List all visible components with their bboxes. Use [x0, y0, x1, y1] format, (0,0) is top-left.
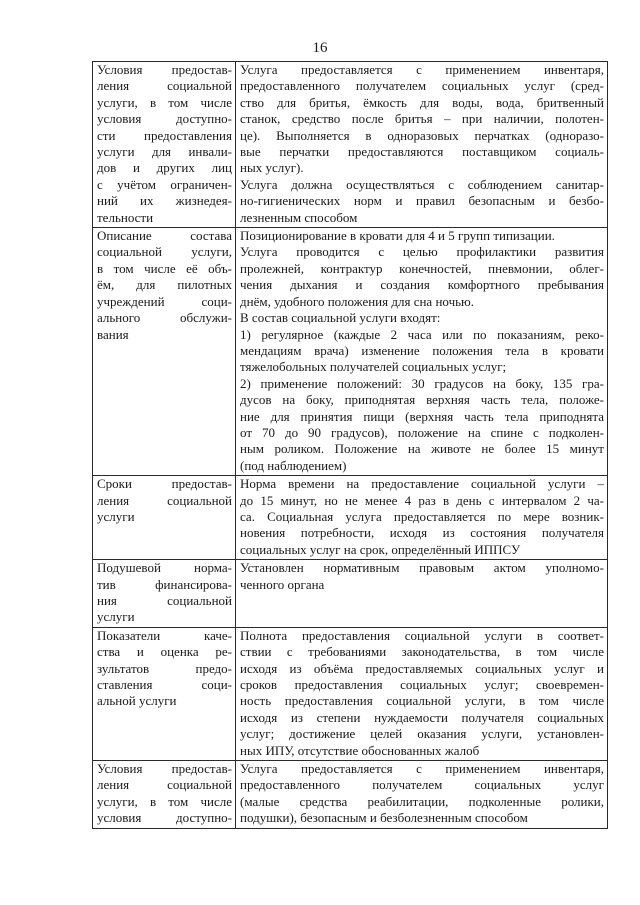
- text-line: исходя из степени нуждаемости получателя социальных: [240, 709, 604, 725]
- text-line: до 15 минут, но не менее 4 раз в день с интервалом 2 ча-: [240, 492, 604, 508]
- text-line: услуг; достижение целей оказания услуги, установлен-: [240, 726, 604, 742]
- text-line: пролежней, контрактур конечностей, пневмонии, облег-: [240, 260, 604, 276]
- row-content-cell: [236, 62, 608, 228]
- text-line: (малые средства реабилитации, подколенные ролики,: [240, 793, 604, 809]
- text-line: предоставленного получателем социальных услуг (сред-: [240, 78, 604, 94]
- row-content-cell: [236, 627, 608, 760]
- text-line: ние для принятия пищи (верхняя часть тела приподнята: [240, 408, 604, 424]
- text-line: тяжелобольных получателей социальных услуг;: [240, 359, 507, 375]
- label-line: ства и оценка ре-: [97, 644, 232, 660]
- text-line: новения потребности, исходя из состояния получателя: [240, 525, 604, 541]
- row-content-cell: [236, 476, 608, 560]
- row-label-cell: [93, 761, 236, 829]
- text-line: Норма времени на предоставление социальной услуги –: [240, 476, 604, 492]
- text-line: ных услуг).: [240, 160, 304, 176]
- text-line: ным роликом. Положение на животе не более 15 минут: [240, 441, 604, 457]
- label-line: ния социальной: [97, 593, 232, 608]
- label-line: услуги, в том числе: [97, 793, 232, 809]
- text-line: Полнота предоставления социальной услуги в соответ-: [240, 627, 604, 643]
- label-line: сти предоставления: [97, 127, 232, 143]
- label-line: дов и других лиц: [97, 160, 232, 176]
- table-row: [93, 476, 608, 560]
- label-line: услуги для инвали-: [97, 144, 232, 160]
- row-label-cell: [93, 476, 236, 560]
- label-line: Подушевой норма-: [97, 560, 232, 576]
- label-line: Условия предостав-: [97, 62, 232, 77]
- label-line: Показатели каче-: [97, 627, 232, 643]
- label-line: Условия предостав-: [97, 761, 232, 777]
- label-line: ставления соци-: [97, 677, 232, 693]
- label-line: альной услуги: [97, 693, 177, 709]
- text-line: исходя из объёма предоставляемых социальных услуг и: [240, 660, 604, 676]
- text-line: В состав социальной услуги входят:: [240, 310, 441, 326]
- table-row: [93, 627, 608, 760]
- table-row: [93, 560, 608, 628]
- text-line: Услуга должна осуществляться с соблюдением санитар-: [240, 176, 604, 192]
- label-line: ний их жизнедея-: [97, 193, 232, 209]
- label-line: условия доступно-: [97, 810, 232, 826]
- text-line: вые перчатки предоставляются поставщиком социаль-: [240, 144, 604, 160]
- table-body: [93, 62, 608, 829]
- label-line: в том числе её объ-: [97, 260, 232, 276]
- label-line: ления социальной: [97, 777, 232, 793]
- text-line: Услуга проводится с целью профилактики развития: [240, 244, 604, 260]
- text-line: ствии с требованиями законодательства, в том числе: [240, 644, 604, 660]
- label-line: ального обслужи-: [97, 310, 232, 326]
- text-line: ство для бритья, ёмкость для воды, вода, бритвенный: [240, 94, 604, 110]
- row-content-cell: [236, 228, 608, 476]
- label-line: ём, для пилотных: [97, 277, 232, 293]
- text-line: са. Социальная услуга предоставляется по мере возник-: [240, 508, 604, 524]
- text-line: (под наблюдением): [240, 457, 347, 473]
- text-line: Установлен нормативным правовым актом уполномо-: [240, 560, 604, 576]
- service-description-table: [92, 61, 608, 829]
- label-line: тив финансирова-: [97, 576, 232, 592]
- text-line: 1) регулярное (каждые 2 часа или по показаниям, реко-: [240, 326, 604, 342]
- label-line: зультатов предо-: [97, 660, 232, 676]
- label-line: социальной услуги,: [97, 244, 232, 260]
- text-line: лезненным способом: [240, 209, 358, 225]
- text-line: Услуга предоставляется с применением инвентаря,: [240, 62, 604, 77]
- label-line: вания: [97, 326, 129, 342]
- label-line: тельности: [97, 209, 154, 225]
- row-content-cell: [236, 761, 608, 829]
- text-line: ность предоставления социальной услуги, в том числе: [240, 693, 604, 709]
- text-line: дусов на боку, приподнятая верхняя часть тела, положе-: [240, 392, 604, 408]
- row-label-cell: [93, 228, 236, 476]
- label-line: ления социальной: [97, 78, 232, 94]
- table-row: [93, 228, 608, 476]
- text-line: днём, удобного положения для сна ночью.: [240, 293, 474, 309]
- text-line: станок, средство после бритья – при наличии, полотен-: [240, 111, 604, 127]
- label-line: Сроки предостав-: [97, 476, 232, 492]
- text-line: 2) применение положений: 30 градусов на боку, 135 гра-: [240, 375, 604, 391]
- row-content-cell: [236, 560, 608, 628]
- text-line: подушки), безопасным и безболезненным способом: [240, 810, 528, 826]
- row-label-cell: [93, 627, 236, 760]
- row-label-cell: [93, 62, 236, 228]
- label-line: услуги, в том числе: [97, 94, 232, 110]
- text-line: Услуга предоставляется с применением инвентаря,: [240, 761, 604, 777]
- label-line: учреждений соци-: [97, 293, 232, 309]
- text-line: предоставленного получателем социальных услуг: [240, 777, 604, 793]
- table-row: [93, 62, 608, 228]
- text-line: но-гигиенических норм и правил безопасным и безбо-: [240, 193, 604, 209]
- label-line: услуги: [97, 609, 135, 625]
- text-line: це). Выполняется в одноразовых перчатках (одноразо-: [240, 127, 604, 143]
- text-line: сроков предоставления социальных услуг; своевремен-: [240, 677, 604, 693]
- table-row: [93, 761, 608, 829]
- text-line: ных ИПУ, отсутствие обоснованных жалоб: [240, 742, 480, 758]
- label-line: ления социальной: [97, 492, 232, 508]
- label-line: условия доступно-: [97, 111, 232, 127]
- text-line: от 70 до 90 градусов), положение на спине с подколен-: [240, 424, 604, 440]
- text-line: мендациям врача) изменение положения тела в кровати: [240, 342, 604, 358]
- label-line: услуги: [97, 508, 135, 524]
- page-number: 16: [312, 40, 328, 56]
- text-line: ченного органа: [240, 576, 325, 592]
- text-line: Позиционирование в кровати для 4 и 5 групп типизации.: [240, 228, 555, 244]
- row-label-cell: [93, 560, 236, 628]
- text-line: чения дыхания и создания комфортного пребывания: [240, 277, 604, 293]
- label-line: с учётом ограничен-: [97, 176, 232, 192]
- label-line: Описание состава: [97, 228, 232, 244]
- text-line: социальных услуг на срок, определённый ИППСУ: [240, 541, 521, 557]
